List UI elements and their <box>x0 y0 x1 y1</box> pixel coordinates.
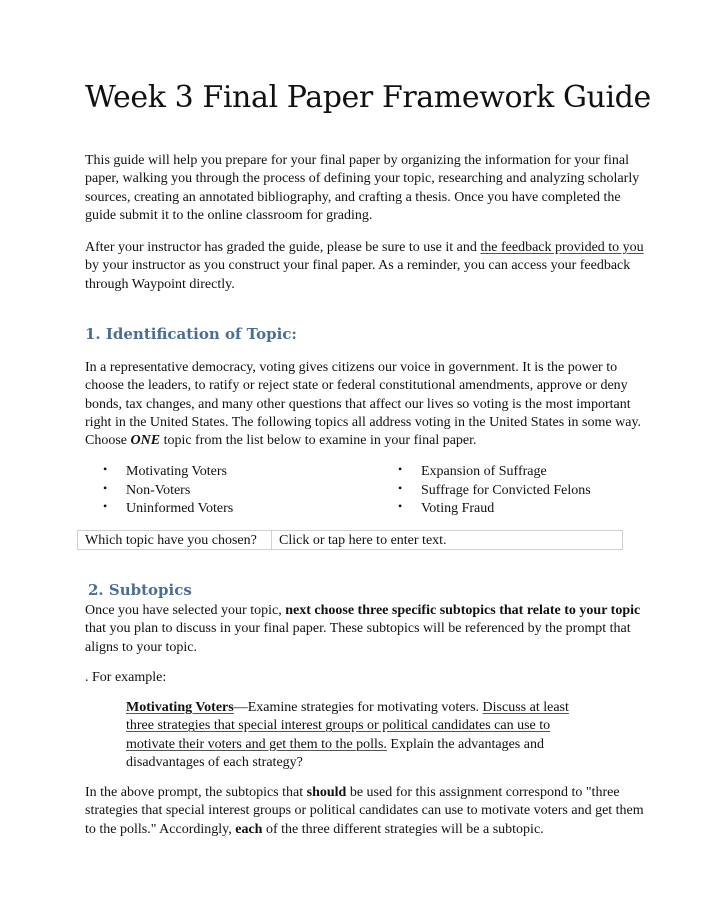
example-topic: Motivating Voters <box>126 700 234 715</box>
section-2-text-before: Once you have selected your topic, <box>85 603 286 618</box>
closing-bold-2: each <box>235 821 263 837</box>
topic-label: Non-Voters <box>126 482 191 498</box>
section-2-paragraph <box>85 602 645 657</box>
topic-choice-label: Which topic have you chosen? <box>78 531 272 549</box>
topic-choice-table <box>77 530 623 550</box>
page-title: Week 3 Final Paper Framework Guide <box>85 80 651 115</box>
intro-paragraph: This guide will help you prepare for your final paper by organizing the information for your final paper, walking you through the process of defining your topic, researching and analyzing scholarly sources, creating an annotated bibliography, and crafting a thesis. Once you have completed the guide submit it to the online classroom for grading. <box>85 153 640 223</box>
feedback-text-after: by your instructor as you construct your final paper. As a reminder, you can access your feedback through Waypoint directly. <box>85 258 631 292</box>
section-1-emphasis: ONE <box>130 433 161 449</box>
section-1-heading: 1. Identification of Topic: <box>85 325 297 343</box>
list-item <box>85 482 233 501</box>
topic-choice-input[interactable]: Click or tap here to enter text. <box>279 533 447 548</box>
example-dash-text: —Examine strategies for motivating voters. <box>233 700 483 715</box>
topic-label: Expansion of Suffrage <box>421 464 547 479</box>
section-2-bold-text: next choose three specific subtopics that relate to your topic <box>285 603 641 618</box>
topic-list-left <box>85 463 233 519</box>
section-2-text-after: that you plan to discuss in your final paper. These subtopics will be referenced by the prompt that aligns to your topic. <box>85 621 631 655</box>
list-item <box>85 463 233 482</box>
example-after-text: Explain the advantages and disadvantages of each strategy? <box>126 736 544 770</box>
section-2-heading: 2. Subtopics <box>88 581 192 599</box>
feedback-paragraph <box>85 239 645 294</box>
closing-bold-1: should <box>306 785 347 800</box>
feedback-underlined-text: the feedback provided to you <box>480 240 644 255</box>
example-prompt <box>126 699 586 772</box>
closing-text-1: In the above prompt, the subtopics that <box>85 785 307 800</box>
feedback-text-before: After your instructor has graded the guide, please be sure to use it and <box>85 240 481 255</box>
list-item <box>380 500 591 519</box>
for-example-label: . For example: <box>85 670 167 685</box>
topic-list-right <box>380 463 591 519</box>
list-item <box>85 500 233 519</box>
topic-label: Uninformed Voters <box>126 501 234 516</box>
bullet-icon: • <box>398 480 403 495</box>
closing-text-2: be used for this assignment correspond to "three strategies that special interest groups or political candidates can use to motivate voters and get them to the polls." Accordingly, <box>85 785 644 837</box>
list-item <box>380 482 591 501</box>
bullet-icon: • <box>398 499 403 513</box>
topic-label: Voting Fraud <box>421 501 495 516</box>
bullet-icon: • <box>398 462 403 476</box>
bullet-icon: • <box>103 499 108 513</box>
topic-label: Motivating Voters <box>126 464 227 479</box>
bullet-icon: • <box>103 462 108 476</box>
example-underlined-text: Discuss at least three strategies that special interest groups or political candidates can use to motivate their voters and get them to the polls. <box>126 700 569 752</box>
bullet-icon: • <box>103 480 108 495</box>
section-1-paragraph <box>85 359 645 450</box>
section-1-text-before: In a representative democracy, voting gives citizens our voice in government. It is the power to choose the leaders, to ratify or reject state or federal constitutional amendments, approve or deny bonds, tax changes, and many other questions that affect our lives so voting is the most important right in the United States. The following topics all address voting in the United States in some way. Choose <box>85 360 642 449</box>
closing-paragraph <box>85 784 645 839</box>
topic-label: Suffrage for Convicted Felons <box>421 482 591 498</box>
list-item <box>380 463 591 482</box>
section-1-text-after: topic from the list below to examine in your final paper. <box>160 433 477 449</box>
closing-text-3: of the three different strategies will be a subtopic. <box>262 821 544 837</box>
